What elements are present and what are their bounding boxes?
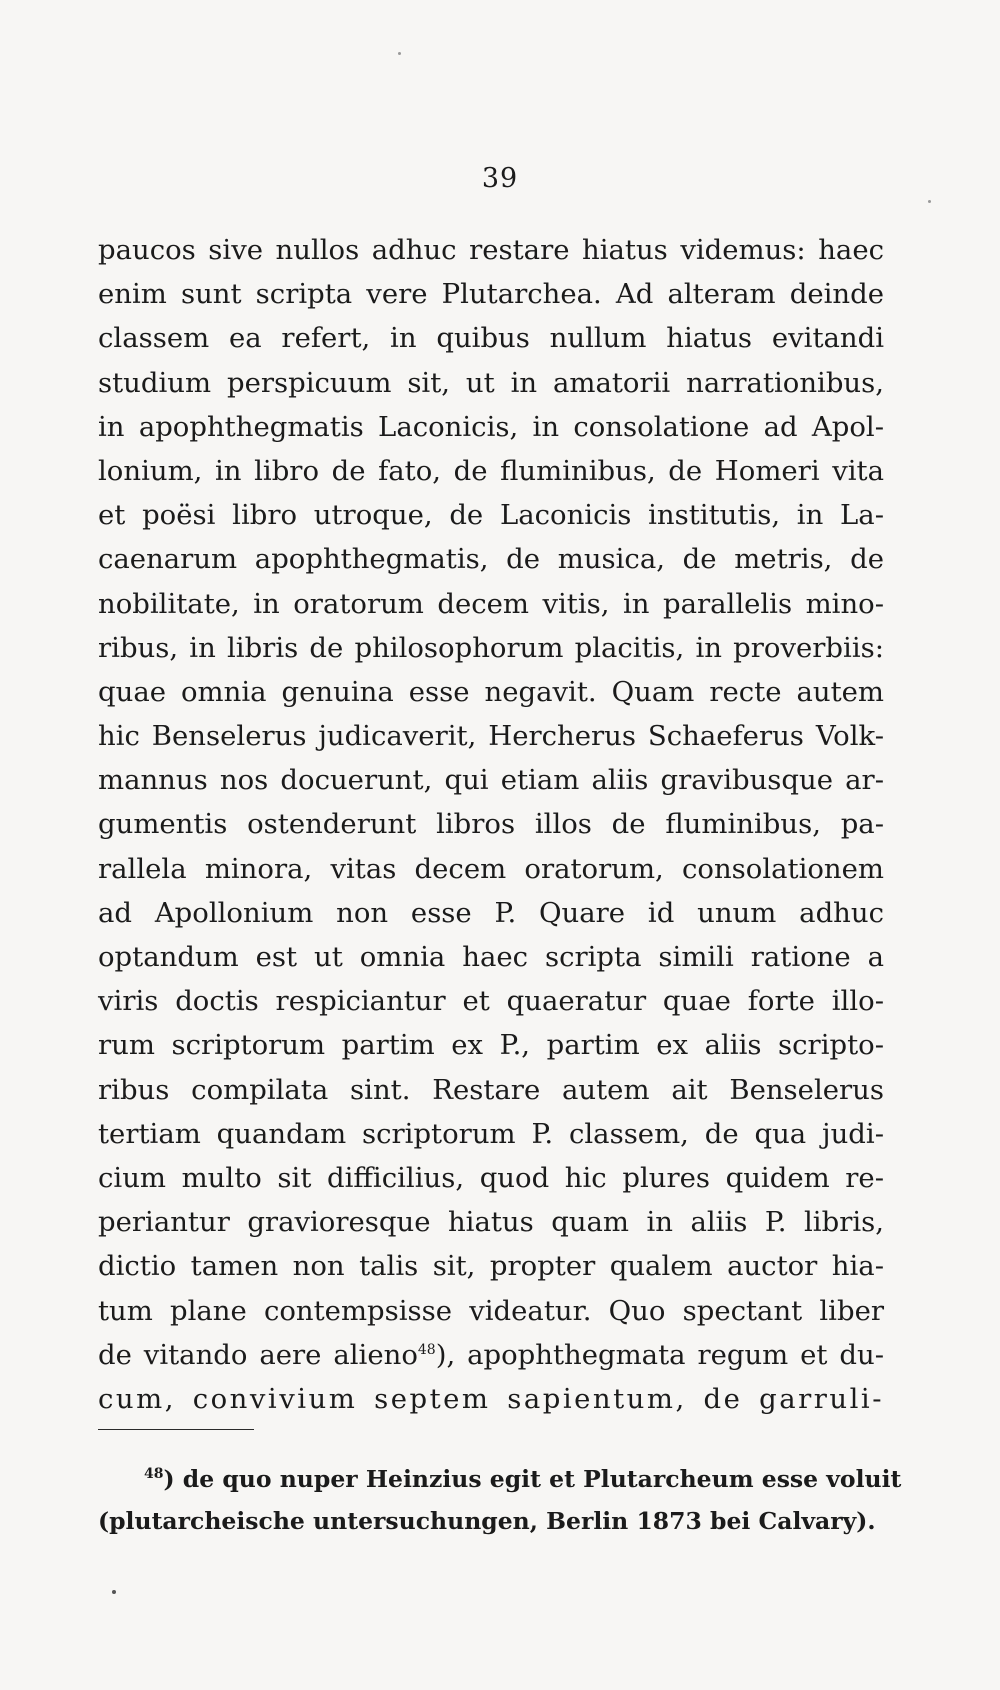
text-line: lonium, in libro de fato, de fluminibus, de Homeri vita xyxy=(98,454,884,487)
paper-speck xyxy=(928,200,931,203)
text-line: ribus, in libris de philosophorum placitis, in proverbiis: xyxy=(98,631,884,664)
body-text xyxy=(98,228,884,1421)
text-line: rum scriptorum partim ex P., partim ex aliis scripto- xyxy=(98,1029,884,1062)
text-line: periantur gravioresque hiatus quam in aliis P. libris, xyxy=(98,1206,884,1239)
footnote-line xyxy=(98,1458,902,1500)
text-line: hic Benselerus judicaverit, Hercherus Schaeferus Volk- xyxy=(98,720,884,753)
page-number: 39 xyxy=(481,163,519,194)
text-line: et poësi libro utroque, de Laconicis institutis, in La- xyxy=(98,499,884,532)
text-line: rallela minora, vitas decem oratorum, consolationem xyxy=(98,852,884,885)
footnote-divider xyxy=(98,1429,254,1430)
text-line: ad Apollonium non esse P. Quare id unum adhuc xyxy=(98,896,884,929)
footnote xyxy=(98,1458,902,1542)
text-fragment: de vitando aere alieno xyxy=(98,1338,418,1371)
text-line: classem ea refert, in quibus nullum hiatus evitandi xyxy=(98,322,884,355)
text-line: nobilitate, in oratorum decem vitis, in parallelis mino- xyxy=(98,587,884,620)
text-line: mannus nos docuerunt, qui etiam aliis gravibusque ar- xyxy=(98,764,884,797)
text-line: in apophthegmatis Laconicis, in consolatione ad Apol- xyxy=(98,410,884,443)
text-line: enim sunt scripta vere Plutarchea. Ad alteram deinde xyxy=(98,278,884,311)
text-line: cum, convivium septem sapientum, de garruli- xyxy=(98,1382,884,1415)
text-line: viris doctis respiciantur et quaeratur quae forte illo- xyxy=(98,985,884,1018)
text-line: studium perspicuum sit, ut in amatorii narrationibus, xyxy=(98,366,884,399)
text-fragment: ), apophthegmata regum et du- xyxy=(435,1338,885,1371)
footnote-line: (plutarcheische untersuchungen, Berlin 1873 bei Calvary). xyxy=(98,1507,876,1535)
text-line-with-footnote-ref xyxy=(98,1333,884,1377)
footnote-mark: 48 xyxy=(144,1466,164,1483)
text-line: cium multo sit difficilius, quod hic plures quidem re- xyxy=(98,1161,884,1194)
text-line: dictio tamen non talis sit, propter qualem auctor hia- xyxy=(98,1250,884,1283)
text-line: paucos sive nullos adhuc restare hiatus videmus: haec xyxy=(98,234,884,266)
paper-speck xyxy=(112,1590,116,1594)
text-line: gumentis ostenderunt libros illos de fluminibus, pa- xyxy=(98,808,884,841)
paper-speck xyxy=(398,52,401,55)
text-line: quae omnia genuina esse negavit. Quam recte autem xyxy=(98,675,884,708)
text-line: optandum est ut omnia haec scripta simili ratione a xyxy=(98,941,884,973)
footnote-text: ) de quo nuper Heinzius egit et Plutarcheum esse voluit xyxy=(163,1465,902,1493)
text-line: ribus compilata sint. Restare autem ait Benselerus xyxy=(98,1073,884,1106)
text-line: tertiam quandam scriptorum P. classem, de qua judi- xyxy=(98,1117,884,1150)
footnote-reference[interactable]: 48 xyxy=(417,1341,436,1358)
text-line: tum plane contempsisse videatur. Quo spectant liber xyxy=(98,1294,884,1327)
text-line: caenarum apophthegmatis, de musica, de metris, de xyxy=(98,543,884,576)
